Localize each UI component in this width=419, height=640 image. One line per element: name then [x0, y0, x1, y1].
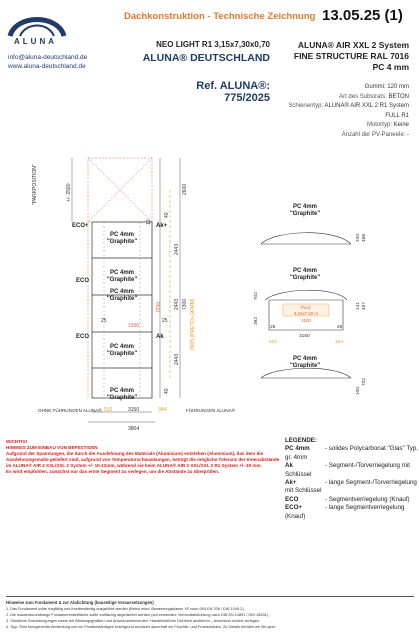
contact-info [8, 53, 87, 71]
logo-text: ALUNA [14, 37, 57, 46]
dim-7300: 7300 [182, 298, 188, 310]
panel-4-label: PC 4mm [109, 344, 135, 350]
section-mid-d25-right: 25 [337, 325, 343, 330]
lock-eco-2: ECO [76, 334, 90, 340]
section-bottom-sub: "Graphite" [289, 363, 321, 369]
dim-40-bottom: 40 [164, 388, 170, 394]
left-note: OHNE FÜHRUNGEN ALUNA® [38, 408, 102, 413]
spec-row: FULL R1 [385, 112, 409, 119]
dim-7200: 7200 [156, 301, 162, 313]
legend [285, 437, 419, 521]
section-mid-h4: 407 [362, 301, 367, 310]
section-bottom-label: PC 4mm [292, 356, 318, 362]
legend-item: ECO - Segmentverriegelung (Knauf) [285, 495, 410, 503]
warning-title: WICHTIG! [6, 439, 28, 444]
website-link[interactable]: www.aluna-deutschland.de [8, 63, 86, 70]
pv-note: 8905 (PRETO+GEMM) [190, 298, 196, 350]
panel-5-sub: "Graphite" [106, 395, 138, 401]
park-dim-label: +/- 2590 [66, 183, 72, 202]
product-line: NEO LIGHT R1 3,15x7,30x0,70 [156, 40, 270, 49]
spec-row: Motortyp: Keine [366, 122, 409, 128]
section-mid-sub: "Graphite" [289, 275, 321, 281]
lock-eco-1: ECO [76, 278, 90, 284]
warning-text: Aufgrund der Spannungen, die durch die Ausdehnung des Materials (Aluminium) entstehen (Aluminium), das dem die Ausdehnungsmaße geliefert sind, aufgrund von Temperaturschwankungen, beträgt die mögliche Toleranz der Innenabstände im ALUNA® AIR 2 XXL/XXL 2 System +/- 10-12mm, während sie beim ALUNA® AIR 2 XXL/XXL 2 R1 System +/- 40 mm. [6, 451, 280, 468]
panel-3-sub: "Graphite" [106, 296, 138, 302]
lock-eco-plus: ECO+ [72, 223, 89, 229]
section-mid-d510: 510 [269, 340, 278, 345]
section-mid-h3: 141 [356, 301, 361, 310]
dim-3150: 3150 [128, 407, 140, 413]
panel-1-label: PC 4mm [109, 232, 135, 238]
pool-box-title: Pool: [300, 305, 312, 310]
dim-10: 10 [146, 219, 152, 225]
footer-line: 1. Das Fundament sollte tragfähig und frostbeständig ausgeführt werden (Beton mind. Bewehrungsklasse XF nach DIN EN 206 / DIN 1045-2). [6, 607, 245, 611]
dim-25-right: 25 [162, 318, 168, 324]
legend-item: Ak - Segment-/Torverriegelung mit Schlüssel [285, 462, 410, 478]
section-mid-width: 3150 [299, 334, 310, 339]
section-mid-inner: 3100 [301, 318, 311, 323]
panel-1-sub: "Graphite" [106, 239, 138, 245]
section-views [255, 200, 415, 410]
spec-row: Gummi: 120 mm [364, 84, 409, 90]
section-mid-d25-left: 25 [270, 325, 276, 330]
aluna-logo-icon [8, 8, 66, 38]
footer-heading: Hinweise zum Fundament & zur Abdichtung (bauseitige Voraussetzungen) [6, 600, 154, 605]
parkposition-label: "PARKPOSITION" [32, 164, 38, 205]
lock-ak: Ak [156, 334, 164, 340]
footer-line: 2. Die wasserdurchlässige Fundamentoberfläche sollte vollflächig abgedichtet werden (auf zementäre Verbundabdichtung nach DIN EN 14891 / DIN 18531). [6, 613, 269, 617]
legend-item: PC 4mm - solides Polycarbonat "Glas" Typ, gr. 4mm [285, 445, 419, 461]
section-top-d2: 468 [362, 233, 367, 242]
right-note: FÜHRUNGEN ALUNA® [186, 408, 236, 413]
dim-25-left: 25 [101, 318, 107, 324]
lock-ak-plus: Ak+ [156, 223, 168, 229]
footer-line: 4. Tipp: Eine fachgerechte Abdichtung und ein Frostbeständiges Untergrund schützen dauerhaft vor Feuchte- und Frostschäden. Zu Details beraten wir Sie gern. [6, 625, 277, 629]
panel-4-sub: "Graphite" [106, 351, 138, 357]
document-date: 13.05.25 (1) [322, 7, 403, 24]
dim-2443-c: 2443 [174, 353, 180, 365]
panel-2-sub: "Graphite" [106, 277, 138, 283]
section-mid-label: PC 4mm [292, 268, 318, 274]
system-info [269, 40, 409, 73]
section-top-sub: "Graphite" [289, 211, 321, 217]
footer-notes [6, 596, 414, 630]
brand-name: ALUNA® DEUTSCHLAND [142, 52, 270, 64]
dim-510: 510 [104, 407, 113, 413]
panel-2-label: PC 4mm [109, 270, 135, 276]
dim-3804: 3804 [128, 426, 140, 432]
dim-2443-b: 2443 [174, 298, 180, 310]
spec-row: Schienentyp: ALUNA® AIR XXL 2 R1 System [288, 103, 409, 109]
system-name: ALUNA® AIR XXL 2 System [297, 40, 409, 50]
legend-item: Ak+ - lange Segment-/Torverriegelung mit Schlüssel [285, 479, 417, 495]
section-mid-h1: 702 [254, 291, 259, 300]
reference-number: Ref. ALUNA®: 775/2025 [196, 80, 270, 104]
footer-line: 3. Sämtliche Durchdringungen sowie mit Wartungsgrafiken und Anschlusselementen. Handelsübliche Dichtheit ausführen – Anschluss sichert verfügen. [6, 619, 261, 623]
spec-list [269, 83, 409, 140]
pool-box-value: 3,15x7,30 m [293, 311, 319, 316]
email-link[interactable]: info@aluna-deutschland.de [8, 54, 88, 61]
document-title: Dachkonstruktion - Technische Zeichnung [124, 11, 316, 22]
section-bottom-d2: 702 [362, 377, 367, 386]
dim-40-top: 40 [164, 212, 170, 218]
dim-3100: 3100 [128, 323, 140, 329]
section-bottom-d1: 100 [356, 386, 361, 395]
legend-item: ECO+ - lange Segmentverriegelung (Knauf) [285, 504, 405, 520]
panel-3-label: PC 4mm [109, 289, 135, 295]
dim-2443-a: 2443 [174, 243, 180, 255]
section-top-d1: 100 [356, 233, 361, 242]
spec-row: Anzahl der PV-Paneele: - [341, 131, 409, 138]
spec-row: Art des Substrats: BETON [339, 93, 409, 100]
dim-344: 344 [158, 407, 167, 413]
panel-5-label: PC 4mm [109, 388, 135, 394]
structure-name: FINE STRUCTURE RAL 7016 [293, 51, 409, 61]
plan-drawing [0, 150, 260, 435]
warning-last: Es wird empfohlen, zunächst nur das erste Segment zu verlegen, um die Abstände zu überprüfen. [6, 469, 220, 474]
section-top-label: PC 4mm [292, 204, 318, 210]
warning-subtitle: HINWEIS ZUM EINBAU VON BEFESTIGEN [6, 445, 98, 450]
cover-type: PC 4 mm [372, 62, 409, 72]
legend-title: LEGENDE: [285, 437, 317, 444]
section-mid-h2: 392 [254, 316, 259, 325]
warning-box [6, 439, 282, 475]
top-dim-label: 2600 [182, 183, 188, 195]
section-mid-d344: 344 [335, 340, 344, 345]
